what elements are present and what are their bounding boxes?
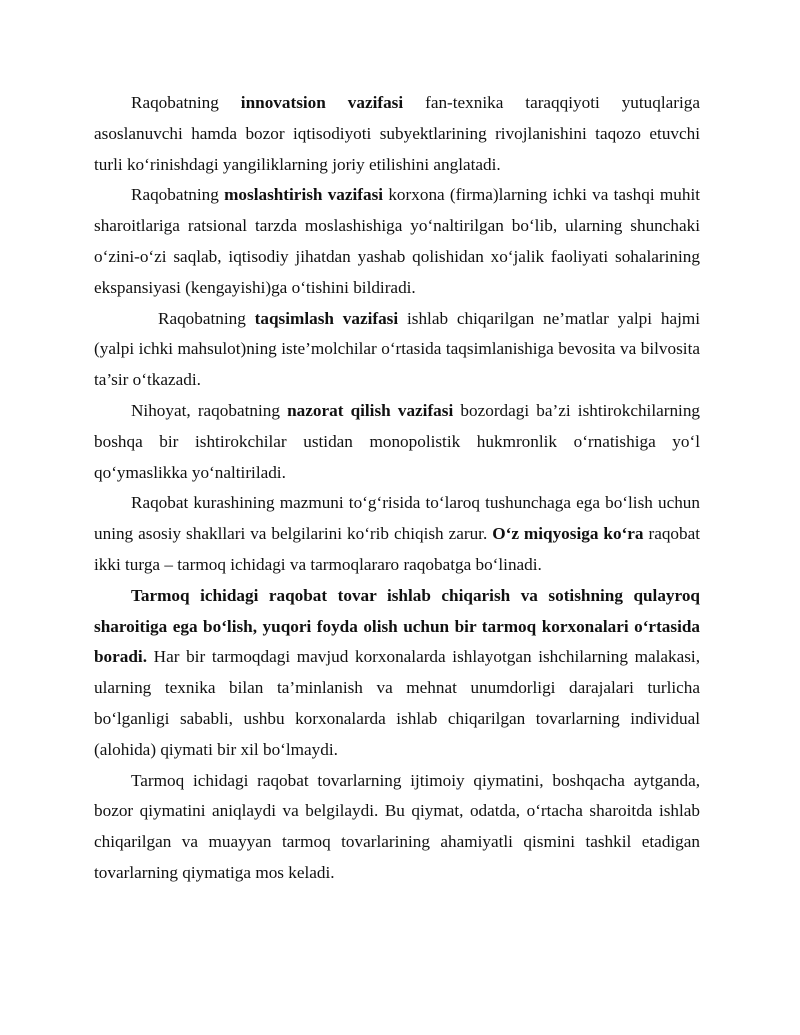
bold-term: taqsimlash vazifasi — [254, 308, 399, 328]
paragraph-competition-forms — [94, 488, 700, 580]
paragraph-innovation-function — [94, 88, 700, 180]
paragraph-social-value — [94, 766, 700, 889]
text-run: Raqobatning — [158, 308, 255, 328]
text-run: Raqobat kurashining mazmuni to‘g‘risida to‘laroq tushunchaga ega bo‘lish uchun uning asosiy shakllari va belgilarini ko‘rib chiqish zarur. — [94, 493, 700, 544]
bold-term: innovatsion vazifasi — [240, 93, 404, 112]
text-run: ishlab chiqarilgan ne’matlar yalpi hajmi (yalpi ichki mahsulot)ning iste’molchilar o‘rtasida taqsimlanishiga bevosita va bilvosita ta’sir o‘tkazadi. — [94, 308, 700, 390]
text-run: Nihoyat, raqobatning — [131, 400, 288, 420]
text-run: Tarmoq ichidagi raqobat tovarlarning ijtimoiy qiymatini, boshqacha aytganda, bozor qiymatini aniqlaydi va belgilaydi. Bu qiymat, odatda, o‘rtacha sharoitda ishlab chiqarilgan va muayyan tarmoq tovarlarining ahamiyatli qismini tashkil etadigan tovarlarning qiymatiga mos keladi. — [94, 770, 700, 882]
paragraph-intra-industry-competition — [94, 581, 700, 766]
bold-term: Tarmoq ichidagi raqobat tovar ishlab chiqarish va sotishning qulayroq sharoitiga ega bo‘lish, yuqori foyda olish uchun bir tarmoq korxonalari o‘rtasida boradi. — [94, 585, 700, 667]
paragraph-control-function — [94, 396, 700, 488]
text-run: raqobat ikki turga – tarmoq ichidagi va tarmoqlararo raqobatga bo‘linadi. — [94, 524, 701, 574]
text-run: Har bir tarmoqdagi mavjud korxonalarda ishlayotgan ishchilarning malakasi, ularning texnika bilan ta’minlanish va mehnat unumdorligi darajalari turlicha bo‘lganligi sababli, ushbu korxonalarda ishlab chiqarilgan tovarlarning individual (alohida) qiymati bir xil bo‘lmaydi. — [94, 647, 700, 759]
paragraph-adaptation-function — [94, 180, 700, 303]
paragraph-distribution-function — [94, 304, 700, 396]
text-run: Raqobatning — [131, 185, 225, 205]
document-page — [94, 88, 700, 889]
text-run: fan-texnika taraqqiyoti yutuqlariga asoslanuvchi hamda bozor iqtisodiyoti subyektlarining rivojlanishini taqozo etuvchi turli ko‘rinishdagi yangiliklarning joriy etilishini anglatadi. — [94, 93, 700, 174]
bold-term: O‘z miqyosiga ko‘ra — [492, 524, 644, 544]
text-run: bozordagi ba’zi ishtirokchilarning boshqa bir ishtirokchilar ustidan monopolistik hukmronlik o‘rnatishiga yo‘l qo‘ymaslikka yo‘naltiriladi. — [94, 400, 701, 482]
text-run: Raqobatning — [131, 93, 241, 112]
text-run: korxona (firma)larning ichki va tashqi muhit sharoitlariga ratsional tarzda moslashishiga yo‘naltirilgan bo‘lib, ularning shunchaki o‘zini-o‘zi saqlab, iqtisodiy jihatdan yashab qolishidan xo‘jalik faoliyati sohalarining ekspansiyasi (kengayishi)ga o‘tishini bildiradi. — [94, 185, 700, 297]
bold-term: nazorat qilish vazifasi — [287, 400, 454, 420]
bold-term: moslashtirish vazifasi — [224, 185, 384, 205]
